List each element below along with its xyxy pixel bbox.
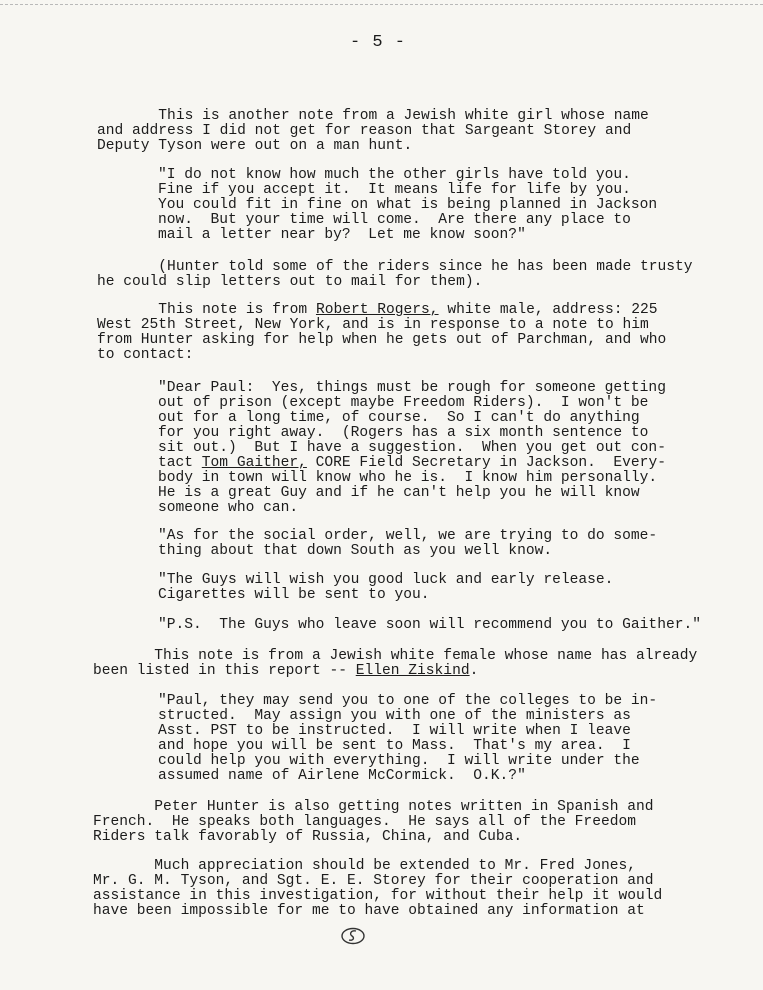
page-number: - 5 - (350, 33, 407, 52)
text-line: "I do not know how much the other girls have told you. (158, 167, 631, 183)
quoted-note-dear-paul (158, 366, 666, 531)
scan-top-edge (0, 4, 763, 5)
person-name-robert-rogers: Robert Rogers, (315, 302, 439, 318)
handwritten-circle-mark-icon (340, 926, 366, 946)
text-line: This note is from Robert Rogers, white male, address: 225 (97, 302, 658, 318)
text-line: thing about that down South as you well know. (158, 543, 553, 559)
text-line: Asst. PST to be instructed. I will write when I leave (158, 723, 631, 739)
text-line: he could slip letters out to mail for them). (97, 274, 483, 290)
text-line: "P.S. The Guys who leave soon will recommend you to Gaither." (158, 617, 701, 633)
text-line: could help you with everything. I will write under the (158, 753, 640, 769)
text-line: to contact: (97, 347, 194, 363)
text-line: and address I did not get for reason that Sargeant Storey and (97, 123, 632, 139)
text-line: out of prison (except maybe Freedom Riders). I won't be (158, 395, 649, 411)
text-line: Deputy Tyson were out on a man hunt. (97, 138, 413, 154)
quoted-note-paul-colleges (158, 679, 657, 799)
text-line: someone who can. (158, 500, 299, 516)
text-line: West 25th Street, New York, and is in response to a note to him (97, 317, 649, 333)
text-line: out for a long time, of course. So I can't do anything (158, 410, 640, 426)
text-line: Mr. G. M. Tyson, and Sgt. E. E. Storey for their cooperation and (93, 873, 654, 889)
text-line: body in town will know who he is. I know him personally. (158, 470, 658, 486)
text-line: Peter Hunter is also getting notes written in Spanish and (93, 799, 654, 815)
text-line: Cigarettes will be sent to you. (158, 587, 430, 603)
text-line: Fine if you accept it. It means life for life by you. (158, 182, 631, 198)
text-line: This note is from a Jewish white female whose name has already (93, 648, 698, 664)
person-name-ellen-ziskind: Ellen Ziskind (355, 663, 470, 679)
text-line: assistance in this investigation, for without their help it would (93, 888, 663, 904)
text-line: "Paul, they may send you to one of the colleges to be in- (158, 693, 658, 709)
text-line: structed. May assign you with one of the ministers as (158, 708, 631, 724)
text-line: "Dear Paul: Yes, things must be rough for someone getting (158, 380, 666, 396)
text-line: have been impossible for me to have obtained any information at (93, 903, 645, 919)
text-line: now. But your time will come. Are there any place to (158, 212, 631, 228)
text-line: This is another note from a Jewish white girl whose name (97, 108, 649, 124)
quoted-note-1 (158, 153, 657, 258)
text-line: (Hunter told some of the riders since he has been made trusty (97, 259, 693, 275)
text-line: from Hunter asking for help when he gets out of Parchman, and who (97, 332, 667, 348)
text-line: You could fit in fine on what is being planned in Jackson (158, 197, 658, 213)
text-line: Riders talk favorably of Russia, China, and Cuba. (93, 829, 523, 845)
text-line: for you right away. (Rogers has a six month sentence to (158, 425, 649, 441)
paragraph-rogers-note (97, 288, 666, 378)
text-line: He is a great Guy and if he can't help you he will know (158, 485, 640, 501)
text-line: sit out.) But I have a suggestion. When you get out con- (158, 440, 666, 456)
text-line: Much appreciation should be extended to Mr. Fred Jones, (93, 858, 636, 874)
text-line: and hope you will be sent to Mass. That's my area. I (158, 738, 631, 754)
person-name-tom-gaither: Tom Gaither, (201, 455, 307, 471)
text-line: been listed in this report -- Ellen Ziskind. (93, 663, 479, 679)
text-line: tact Tom Gaither, CORE Field Secretary in Jackson. Every- (158, 455, 666, 471)
text-line: French. He speaks both languages. He says all of the Freedom (93, 814, 636, 830)
text-line: assumed name of Airlene McCormick. O.K.?" (158, 768, 526, 784)
paragraph-appreciation (93, 844, 662, 934)
text-line: "The Guys will wish you good luck and early release. (158, 572, 614, 588)
text-line: "As for the social order, well, we are trying to do some- (158, 528, 658, 544)
text-line: mail a letter near by? Let me know soon?" (158, 227, 526, 243)
